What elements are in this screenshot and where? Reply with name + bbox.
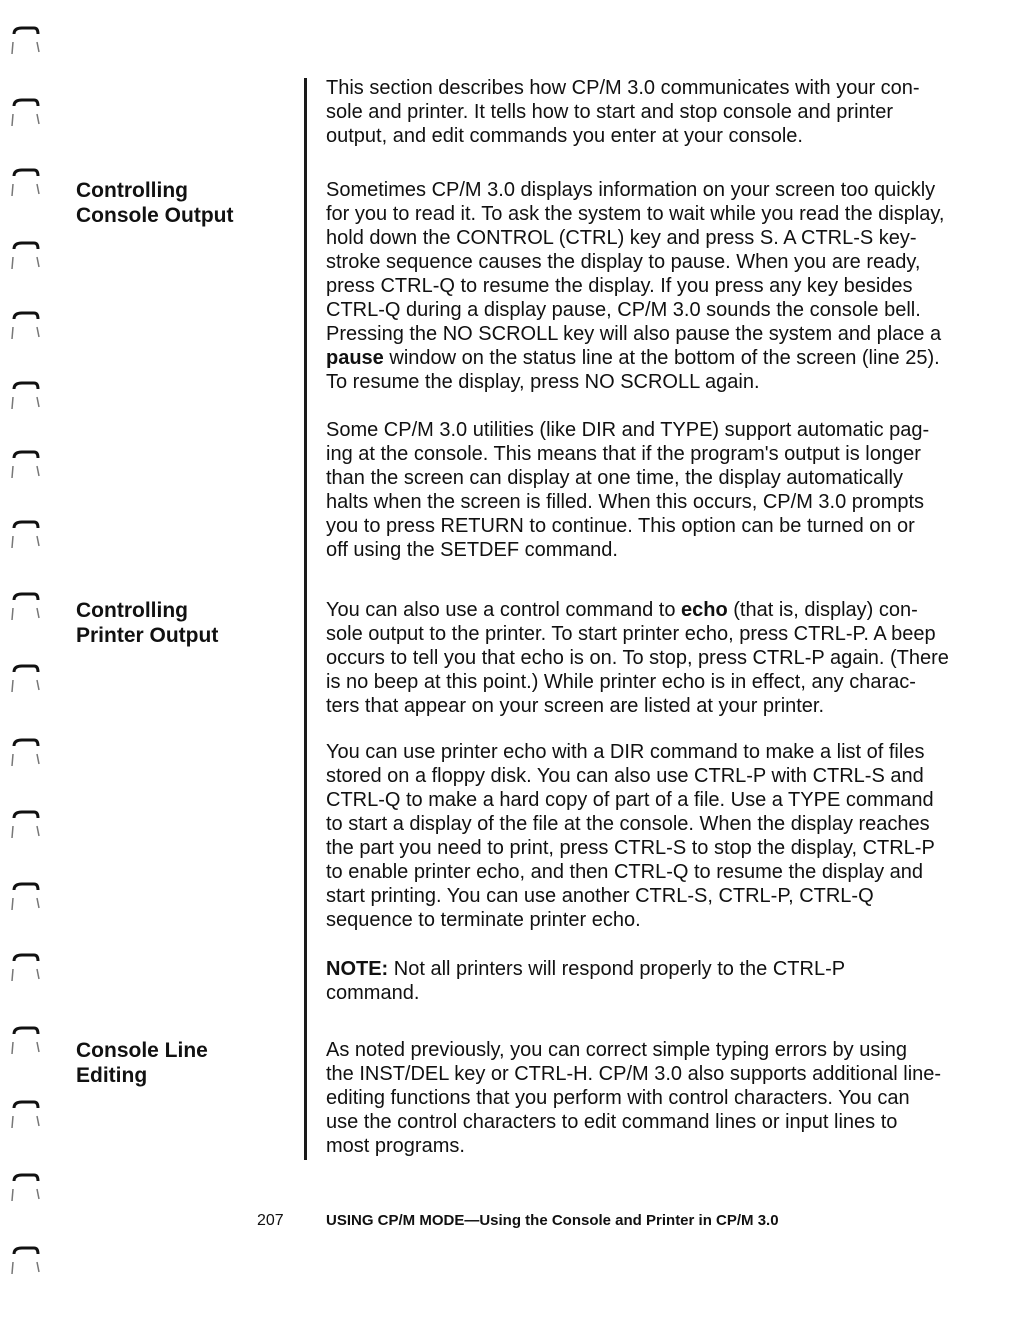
heading-line: Console Output <box>76 204 234 227</box>
heading-line: Editing <box>76 1064 148 1087</box>
text-line: occurs to tell you that echo is on. To stop, press CTRL-P again. (There <box>326 647 949 669</box>
text-line: use the control characters to edit command lines or input lines to <box>326 1111 898 1133</box>
text-line: Sometimes CP/M 3.0 displays information on your screen too quickly <box>326 179 936 201</box>
text-line <box>326 346 976 370</box>
heading-console-line-editing <box>76 1038 208 1088</box>
text-line: stored on a floppy disk. You can also use CTRL-P with CTRL-S and <box>326 765 924 787</box>
binding-mark <box>12 666 39 692</box>
binding-mark <box>12 1175 39 1201</box>
text-line: CTRL-Q to make a hard copy of part of a file. Use a TYPE command <box>326 789 934 811</box>
text-line: halts when the screen is filled. When this occurs, CP/M 3.0 prompts <box>326 491 925 513</box>
text-line: output, and edit commands you enter at your console. <box>326 125 803 147</box>
text-line: the INST/DEL key or CTRL-H. CP/M 3.0 also supports additional line- <box>326 1063 942 1085</box>
text-line: press CTRL-Q to resume the display. If you press any key besides <box>326 275 913 297</box>
binding-mark <box>12 1248 39 1274</box>
heading-line: Printer Output <box>76 624 219 647</box>
text-line: to start a display of the file at the console. When the display reaches <box>326 813 930 835</box>
text-line: sole and printer. It tells how to start and stop console and printer <box>326 101 893 123</box>
text-line: the part you need to print, press CTRL-S to stop the display, CTRL-P <box>326 837 935 859</box>
binding-mark <box>12 170 39 196</box>
console-output-paragraph <box>326 178 976 394</box>
text-fragment: Not all printers will respond properly to the CTRL-P <box>388 958 846 980</box>
binding-mark <box>12 28 39 54</box>
vertical-divider-rule <box>304 78 307 1160</box>
heading-controlling-printer-output <box>76 598 218 648</box>
text-line: hold down the CONTROL (CTRL) key and press S. A CTRL-S key- <box>326 227 917 249</box>
text-line: sequence to terminate printer echo. <box>326 909 641 931</box>
page-number: 207 <box>257 1212 284 1229</box>
text-line: You can use printer echo with a DIR command to make a list of files <box>326 741 925 763</box>
text-line: As noted previously, you can correct simple typing errors by using <box>326 1039 908 1061</box>
binding-mark <box>12 452 39 478</box>
bold-term-pause: pause <box>326 347 384 369</box>
binding-hole-marks <box>0 0 70 1330</box>
binding-mark <box>12 1028 39 1054</box>
automatic-paging-paragraph <box>326 418 976 562</box>
text-line: sole output to the printer. To start printer echo, press CTRL-P. A beep <box>326 623 936 645</box>
text-line: than the screen can display at one time, the display automatically <box>326 467 903 489</box>
heading-line: Controlling <box>76 599 188 622</box>
line-editing-paragraph <box>326 1038 976 1158</box>
text-fragment: (that is, display) con- <box>727 599 918 621</box>
binding-mark <box>12 955 39 981</box>
text-line: ters that appear on your screen are listed at your printer. <box>326 695 825 717</box>
text-line: command. <box>326 982 420 1004</box>
text-line: is no beep at this point.) While printer echo is in effect, any charac- <box>326 671 916 693</box>
text-line: for you to read it. To ask the system to wait while you read the display, <box>326 203 945 225</box>
text-fragment: You can also use a control command to <box>326 599 682 621</box>
running-footer: USING CP/M MODE—Using the Console and Printer in CP/M 3.0 <box>326 1212 779 1229</box>
binding-mark <box>12 383 39 409</box>
text-line: start printing. You can use another CTRL-S, CTRL-P, CTRL-Q <box>326 885 874 907</box>
text-line: you to press RETURN to continue. This option can be turned on or <box>326 515 915 537</box>
text-line: ing at the console. This means that if the program's output is longer <box>326 443 921 465</box>
note-label: NOTE: <box>326 958 389 980</box>
intro-paragraph <box>326 76 976 148</box>
text-line: editing functions that you perform with control characters. You can <box>326 1087 910 1109</box>
text-line: Pressing the NO SCROLL key will also pause the system and place a <box>326 323 942 345</box>
text-line: CTRL-Q during a display pause, CP/M 3.0 sounds the console bell. <box>326 299 921 321</box>
bold-term-echo: echo <box>681 599 728 621</box>
heading-controlling-console-output <box>76 178 233 228</box>
note-paragraph <box>326 957 976 1005</box>
heading-line: Console Line <box>76 1039 208 1062</box>
binding-mark <box>12 812 39 838</box>
binding-mark <box>12 740 39 766</box>
printer-echo-usage-paragraph <box>326 740 976 932</box>
binding-mark <box>12 100 39 126</box>
binding-mark <box>12 522 39 548</box>
text-line: to enable printer echo, and then CTRL-Q to resume the display and <box>326 861 924 883</box>
binding-mark <box>12 313 39 339</box>
binding-mark <box>12 594 39 620</box>
printer-echo-paragraph <box>326 598 976 718</box>
binding-mark <box>12 1102 39 1128</box>
text-line: stroke sequence causes the display to pause. When you are ready, <box>326 251 921 273</box>
text-line: To resume the display, press NO SCROLL again. <box>326 371 760 393</box>
text-line <box>326 598 976 622</box>
text-fragment: window on the status line at the bottom of the screen (line 25). <box>383 347 940 369</box>
binding-mark <box>12 884 39 910</box>
text-line <box>326 957 976 981</box>
text-line: off using the SETDEF command. <box>326 539 618 561</box>
heading-line: Controlling <box>76 179 188 202</box>
binding-mark <box>12 243 39 269</box>
text-line: Some CP/M 3.0 utilities (like DIR and TYPE) support automatic pag- <box>326 419 930 441</box>
text-line: This section describes how CP/M 3.0 communicates with your con- <box>326 77 920 99</box>
text-line: most programs. <box>326 1135 465 1157</box>
